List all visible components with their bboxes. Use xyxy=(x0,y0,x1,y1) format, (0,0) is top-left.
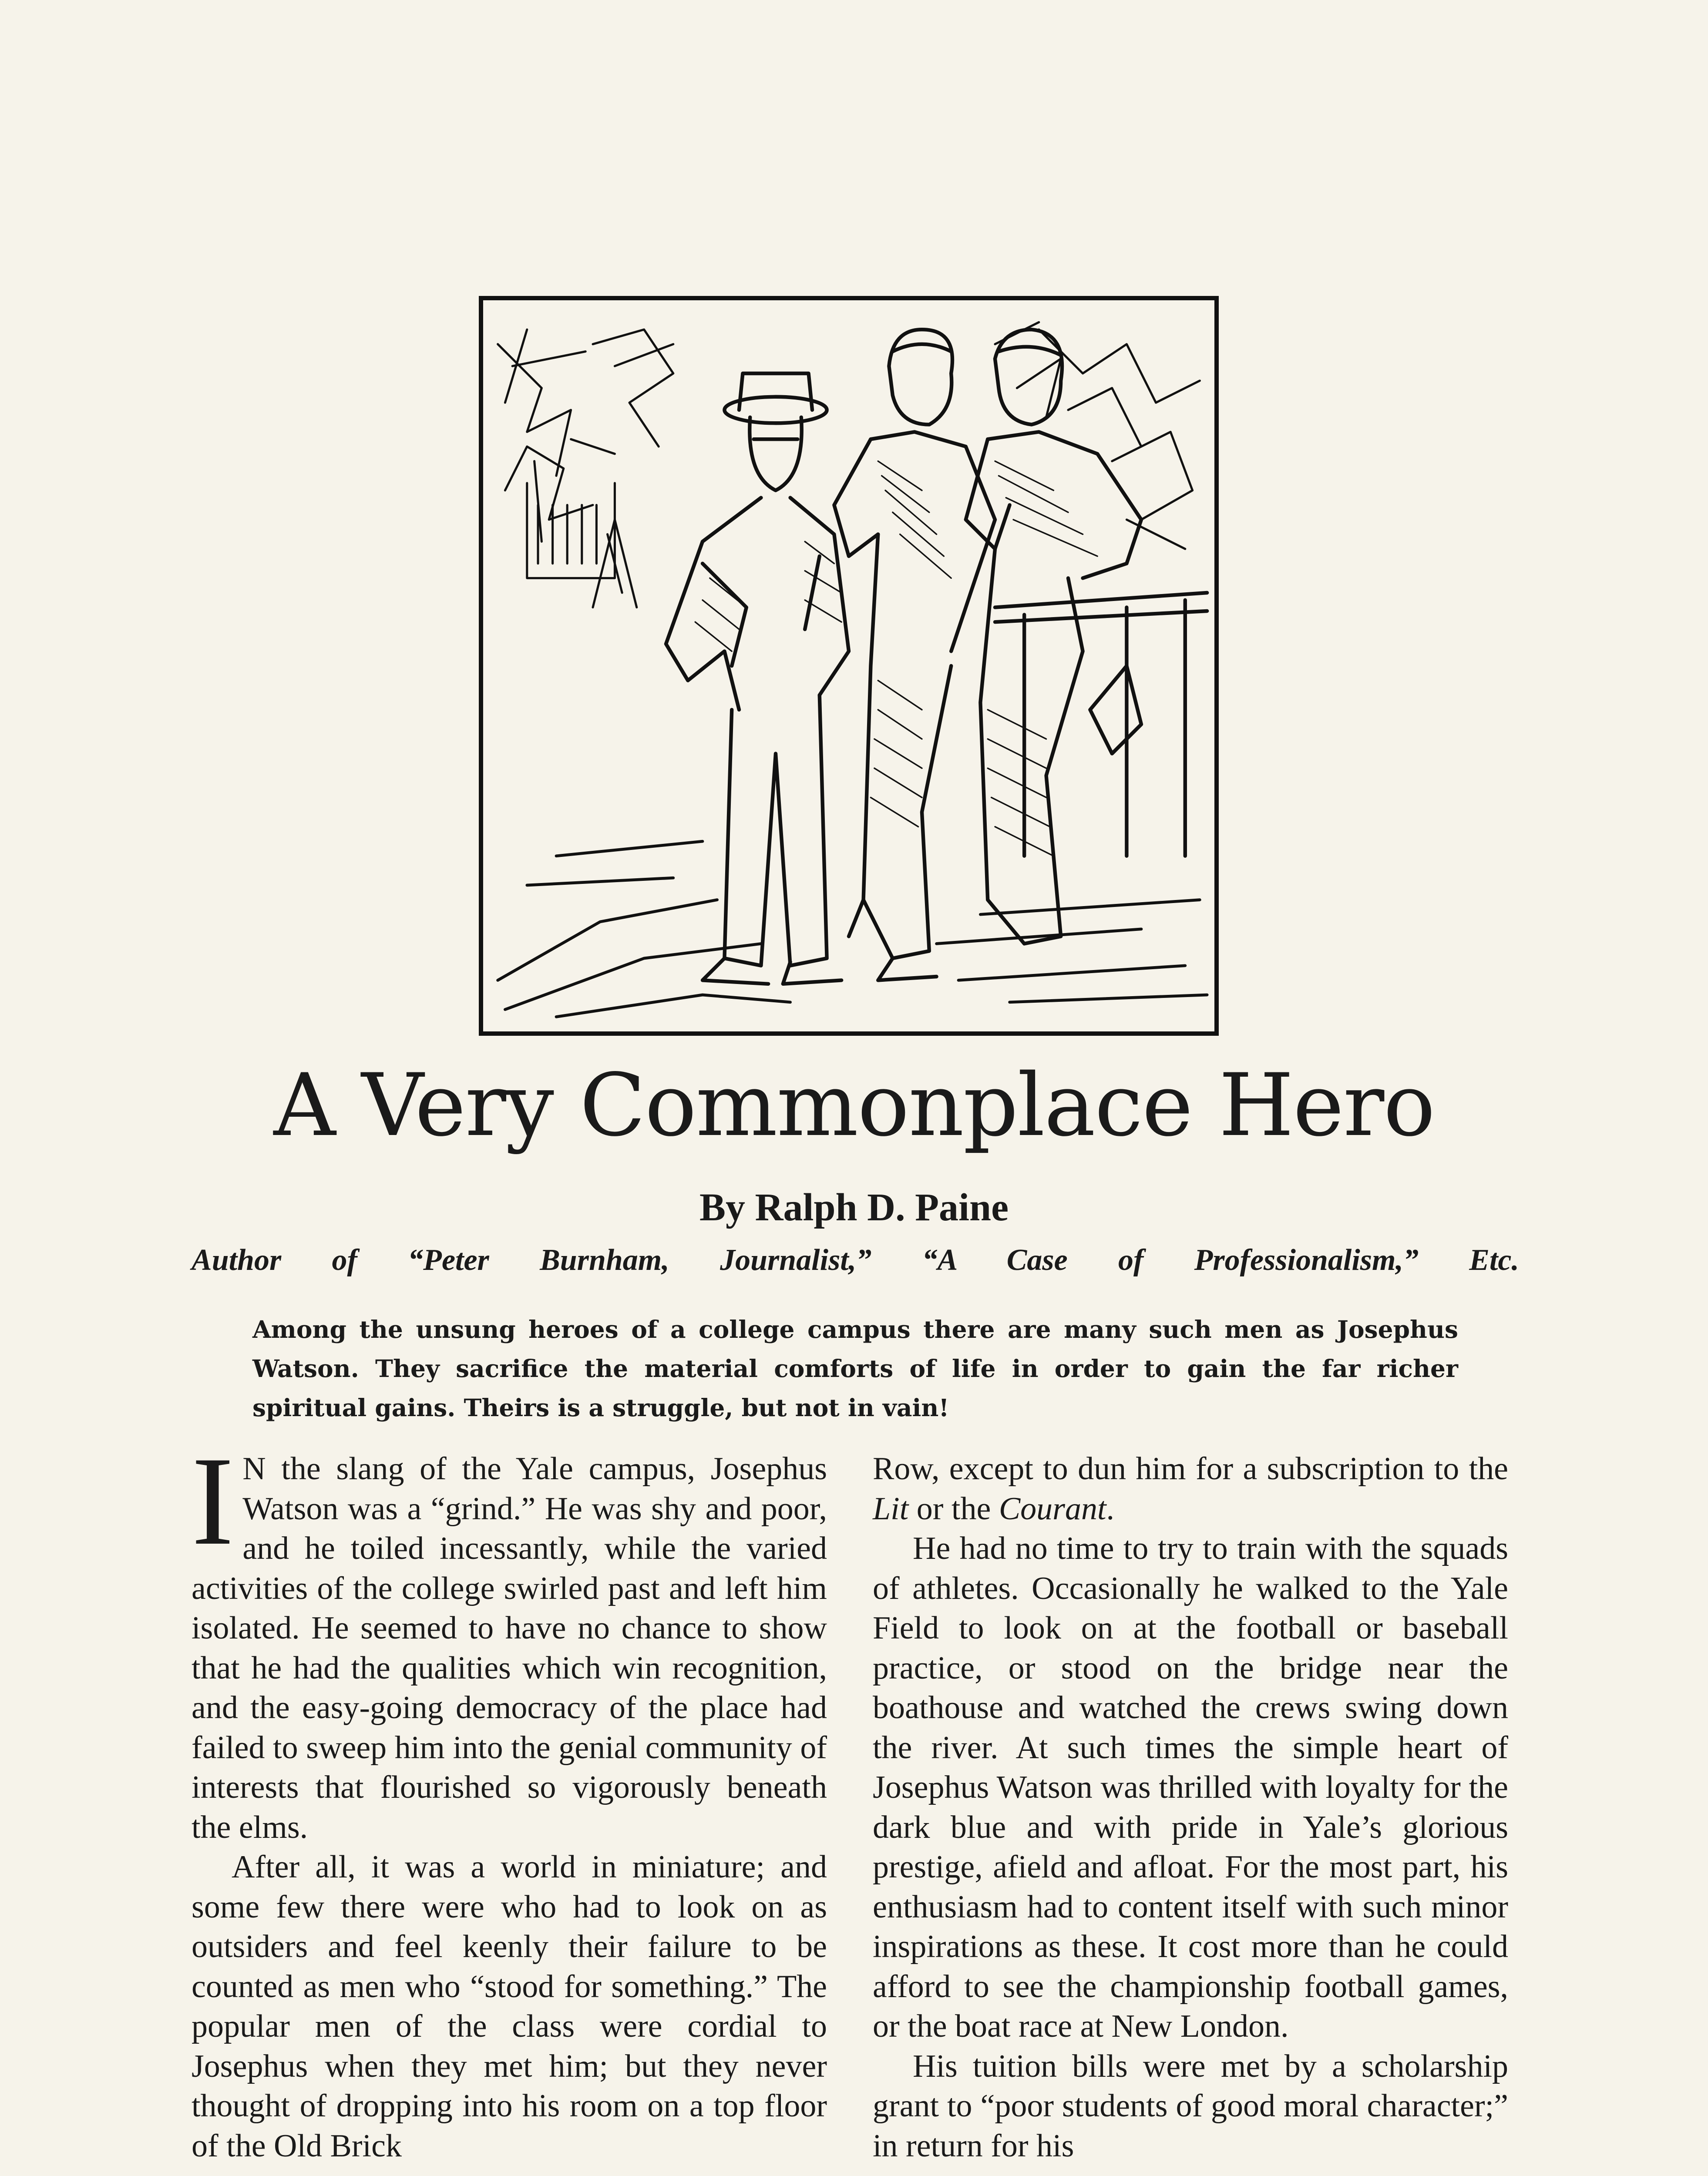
author-credits: Author of “Peter Burnham, Journalist,” “A Case of Professionalism,” Etc. xyxy=(192,1243,1519,1277)
paragraph-1-text: N the slang of the Yale campus, Josephus Watson was a “grind.” He was shy and poor, and he toiled incessantly, while the varied activities of the college swirled past and left him isolated. He seemed to have no chance to show that he had the qualities which win recognition, and the easy-going democracy of the place had failed to sweep him into the genial community of interests that flourished so vigorously beneath the elms. xyxy=(192,1451,827,1845)
story-title: A Very Commonplace Hero xyxy=(273,1055,1435,1155)
paragraph-2-continued-text: Row, except to dun him for a subscription to the xyxy=(873,1451,1508,1487)
lead-summary: Among the unsung heroes of a college campus there are many such men as Josephus Watson. They sacrifice the material comforts of life in order to gain the far richer spiritual gains. Theirs is a struggle, but not in vain! xyxy=(252,1315,1458,1422)
lit-title: Lit xyxy=(873,1491,909,1527)
fence-rail xyxy=(995,593,1207,856)
drop-cap: I xyxy=(192,1431,234,1572)
paragraph-2-continued xyxy=(873,1449,1508,1529)
byline: By Ralph D. Paine xyxy=(699,1186,1009,1229)
figure-athlete-right xyxy=(966,329,1141,944)
paragraph-2: After all, it was a world in miniature; and some few there were who had to look on as outsiders and feel keenly their failure to be counted as men who “stood for something.” The popular men of the class were cordial to Josephus when they met him; but they never thought of dropping into his room on a top floor of the Old Brick xyxy=(192,1849,827,2164)
story-illustration xyxy=(479,296,1219,1036)
paragraph-3: He had no time to try to train with the squads of athletes. Occasionally he walked to the Yale Field to look on at the football or baseball practice, or stood on the bridge near the boathouse and watched the crews swing down the river. At such times the simple heart of Josephus Watson was thrilled with loyalty for the dark blue and with pride in Yale’s glorious prestige, afield and afloat. For the most part, his enthusiasm had to content itself with such minor inspirations as these. It cost more than he could afford to see the championship football games, or the boat race at New London. xyxy=(873,1531,1508,2044)
figure-athlete-middle xyxy=(834,329,995,980)
paragraph-4: His tuition bills were met by a scholarship grant to “poor students of good moral character;” in return for his xyxy=(873,2048,1508,2164)
paragraph-1 xyxy=(192,1431,827,1847)
right-column xyxy=(873,1449,1508,2166)
sentence-end: . xyxy=(1106,1491,1115,1527)
figure-man-in-hat xyxy=(666,373,849,984)
background-foliage xyxy=(498,322,1200,607)
left-column xyxy=(192,1431,827,2166)
connector-text: or the xyxy=(908,1491,999,1527)
courant-title: Courant xyxy=(999,1491,1106,1527)
campus-figures-drawing xyxy=(483,300,1214,1031)
hatching xyxy=(695,461,1097,856)
